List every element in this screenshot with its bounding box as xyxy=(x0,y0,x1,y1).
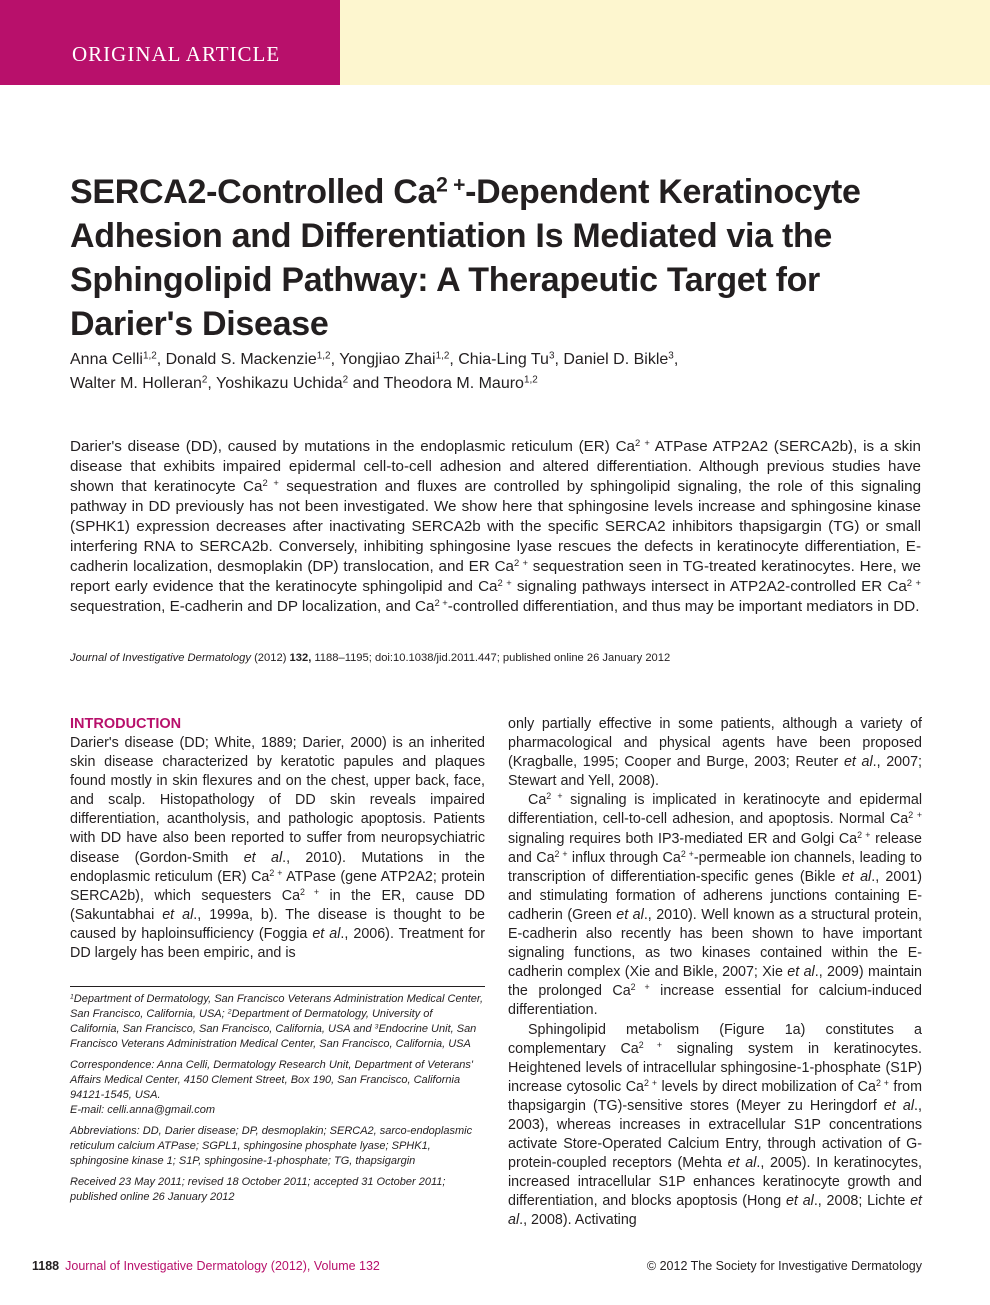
author-name: Yongjiao Zhai xyxy=(339,351,436,368)
author-affiliation: 2 xyxy=(342,374,349,386)
abstract: Darier's disease (DD), caused by mutations in the endoplasmic reticulum (ER) $Ca^{2 +}$ ATPase ATP2A2 (SERCA2b), is a skin disease that exhibits impaired epidermal cell-to-cell adhesion and altered differentiation. Although previous studies have shown that keratinocyte $Ca^{2 +}$ sequestration and fluxes are controlled by sphingolipid signaling, the role of this signaling pathway in DD previously has not been investigated. We show here that sphingosine levels increase and sphingosine kinase (SPHK1) expression decreases after inactivating SERCA2b with the specific SERCA2 inhibitors thapsigargin (TG) or small interfering RNA to SERCA2b. Conversely, inhibiting sphingosine lyase rescues the defects in keratinocyte differentiation, E-cadherin localization, desmoplakin (DP) translocation, and ER $Ca^{2 +}$ sequestration seen in TG-treated keratinocytes. Here, we report early evidence that the keratinocyte sphingolipid and $Ca^{2 +}$ signaling pathways intersect in ATP2A2-controlled ER $Ca^{2 +}$ sequestration, E-cadherin and DP localization, and $Ca^{2 +}$-controlled differentiation, and thus may be important mediators in DD. xyxy=(70,437,922,616)
page-number: 1188 xyxy=(32,1259,60,1273)
page-footer xyxy=(32,1259,922,1273)
author-affiliation: 1,2 xyxy=(142,350,157,362)
author-name: Theodora M. Mauro xyxy=(383,375,524,392)
correspondence: Correspondence: Anna Celli, Dermatology Research Unit, Department of Veterans' Affairs Medical Center, 4150 Clement Street, Box 190, San Francisco, California 94121-1545, USA. E-mail: celli.anna@gmail.com xyxy=(70,1059,473,1116)
intro-paragraph-2: $Ca^{2 +}$ signaling is implicated in keratinocyte and epidermal differentiation, cell-to-cell adhesion, and apoptosis. Normal $Ca^{2 +}$ signaling requires both IP3-mediated ER and Golgi $Ca^{2 +}$ release and $Ca^{2 +}$ influx through $Ca^{2 +}$-permeable ion channels, leading to transcription of differentiation-specific genes (Bikle et al., 2001) and stimulating formation of adherens junctions containing E-cadherin (Green et al., 2010). Well known as a structural protein, E-cadherin also recently has been shown to have important signaling functions, as two kinases contained within the E-cadherin complex (Xie and Bikle, 2007; Xie et al., 2009) maintain the prolonged $Ca^{2 +}$ increase essential for calcium-induced differentiation. xyxy=(508,791,923,1019)
author-name: Yoshikazu Uchida xyxy=(216,375,343,392)
abbreviations: Abbreviations: DD, Darier disease; DP, desmoplakin; SERCA2, sarco-endoplasmic reticulum calcium ATPase; SGPL1, sphingosine phosphate lyase; SPHK1, sphingosine kinase 1; S1P, sphingosine-1-phosphate; TG, thapsigargin xyxy=(70,1125,473,1167)
footer-journal: Journal of Investigative Dermatology (2012), Volume 132 xyxy=(65,1259,380,1273)
body-column-left xyxy=(70,715,485,963)
intro-paragraph-1: Darier's disease (DD; White, 1889; Darier, 2000) is an inherited skin disease characterized by keratotic papules and plaques found mostly in skin flexures and on the chest, upper back, face, and scalp. Histopathology of DD skin reveals impaired differentiation, acantholysis, and pathologic apoptosis. Patients with DD have also been reported to suffer from neuropsychiatric disease (Gordon-Smith et al., 2010). Mutations in the endoplasmic reticulum (ER) $Ca^{2 +}$ ATPase (gene ATP2A2; protein SERCA2b), which sequesters $Ca^{2 +}$ in the ER, cause DD (Sakuntabhai et al., 1999a, b). The disease is thought to be caused by haploinsufficiency (Foggia et al., 2006). Treatment for DD largely has been empiric, and is xyxy=(70,735,486,962)
intro-paragraph-1-cont: only partially effective in some patients, although a variety of pharmacological and physical agents have been proposed (Kragballe, 1995; Cooper and Burge, 2003; Reuter et al., 2007; Stewart and Yell, 2008). xyxy=(508,716,922,790)
author-affiliation: 1,2 xyxy=(316,350,331,362)
author-affiliation: 1,2 xyxy=(523,374,538,386)
affiliations: $^1$Department of Dermatology, San Francisco Veterans Administration Medical Center, San Francisco, California, USA; $^2$Department of Dermatology, University of California, San Francisco, San Francisco, California, USA and $^3$Endocrine Unit, San Francisco Veterans Administration Medical Center, San Francisco, California, USA xyxy=(70,993,484,1050)
author-list: Anna Celli$^{1,2}$, Donald S. Mackenzie$^{1,2}$, Yongjiao Zhai$^{1,2}$, Chia-Ling Tu$^3$, Daniel D. Bikle$^3$, Walter M. Holleran$^2$, Yoshikazu Uchida$^2$ and Theodora M. Mauro$^{1,2}$ xyxy=(70,350,679,392)
author-name: Donald S. Mackenzie xyxy=(165,351,317,368)
intro-paragraph-3: Sphingolipid metabolism (Figure 1a) constitutes a complementary $Ca^{2 +}$ signaling system in keratinocytes. Heightened levels of intracellular sphingosine-1-phosphate (S1P) increase cytosolic $Ca^{2 +}$ levels by direct mobilization of $Ca^{2 +}$ from thapsigargin (TG)-sensitive stores (Meyer zu Heringdorf et al., 2003), whereas increases in extracellular S1P concentrations activate Store-Operated Calcium Entry, through activation of G-protein-coupled receptors (Mehta et al., 2005). In keratinocytes, increased intracellular S1P enhances keratinocyte growth and differentiation, and blocks apoptosis (Hong et al., 2008; Lichte et al., 2008). Activating xyxy=(508,1021,923,1229)
author-name: Chia-Ling Tu xyxy=(458,351,549,368)
author-name: Walter M. Holleran xyxy=(70,375,202,392)
footnotes xyxy=(70,986,485,1211)
body-column-right xyxy=(508,715,922,1231)
author-affiliation: 2 xyxy=(201,374,208,386)
received-dates: Received 23 May 2011; revised 18 October 2011; accepted 31 October 2011; published online 26 January 2012 xyxy=(70,1176,446,1203)
header-banner-light xyxy=(340,0,990,85)
author-affiliation: 3 xyxy=(548,350,555,362)
author-affiliation: 1,2 xyxy=(435,350,450,362)
section-label: ORIGINAL ARTICLE xyxy=(72,42,281,66)
footer-copyright: © 2012 The Society for Investigative Dermatology xyxy=(646,1259,922,1273)
email-address[interactable]: E-mail: celli.anna@gmail.com xyxy=(70,1104,216,1116)
article-title: SERCA2-Controlled $Ca^{2 +}$-Dependent Keratinocyte Adhesion and Differentiation Is Mediated via the Sphingolipid Pathway: A Therapeutic Target for Darier's Disease xyxy=(70,173,861,343)
author-name: Anna Celli xyxy=(70,351,143,368)
section-heading-introduction: INTRODUCTION xyxy=(70,716,182,732)
citation-line: Journal of Investigative Dermatology (2012) 132, 1188–1195; doi:10.1038/jid.2011.447; published online 26 January 2012 xyxy=(70,652,671,664)
author-name: Daniel D. Bikle xyxy=(563,351,669,368)
author-affiliation: 3 xyxy=(668,350,674,362)
